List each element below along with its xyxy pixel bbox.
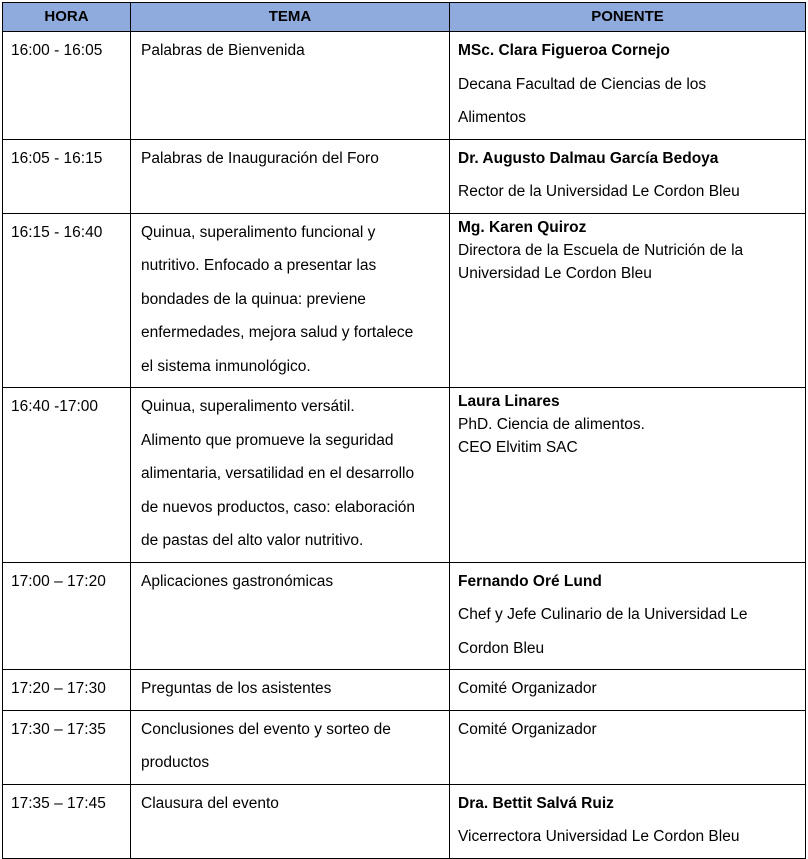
row-time: 16:40 -17:00	[11, 398, 99, 415]
row-topic-line: el sistema inmunológico.	[141, 357, 311, 375]
row-topic-line: Aplicaciones gastronómicas	[141, 572, 334, 590]
speaker-role-line: Decana Facultad de Ciencias de los	[458, 75, 707, 93]
row-topic-line: Palabras de Inauguración del Foro	[141, 149, 379, 167]
row-time: 17:00 – 17:20	[11, 572, 106, 590]
row-time: 17:30 – 17:35	[11, 720, 106, 738]
row-topic-line: de pastas del alto valor nutritivo.	[141, 532, 364, 549]
row-topic-line: alimentaria, versatilidad en el desarrollo	[141, 465, 415, 482]
row-topic-line: Quinua, superalimento versátil.	[141, 398, 355, 415]
row-topic-line: bondades de la quinua: previene	[141, 290, 366, 308]
table-row	[3, 388, 806, 563]
header-hora: HORA	[3, 3, 131, 32]
row-time: 16:00 - 16:05	[11, 42, 103, 59]
speaker-name: Dr. Augusto Dalmau García Bedoya	[458, 149, 719, 167]
row-topic-line: Preguntas de los asistentes	[141, 680, 332, 697]
speaker-name: MSc. Clara Figueroa Cornejo	[458, 42, 670, 59]
header-row	[3, 3, 806, 32]
speaker-name: Fernando Oré Lund	[458, 572, 602, 590]
header-ponente: PONENTE	[450, 3, 806, 32]
agenda-table	[2, 2, 806, 859]
speaker-role-line: PhD. Ciencia de alimentos.	[458, 416, 645, 433]
table-row	[3, 562, 806, 670]
row-time: 16:15 - 16:40	[11, 223, 103, 241]
speaker-role-line: Directora de la Escuela de Nutrición de la	[458, 241, 744, 259]
speaker-name: Laura Linares	[458, 393, 560, 410]
header-tema: TEMA	[131, 3, 450, 32]
row-topic-line: Conclusiones del evento y sorteo de	[141, 720, 391, 738]
row-topic-line: productos	[141, 754, 210, 771]
row-topic-line: enfermedades, mejora salud y fortalece	[141, 324, 414, 341]
speaker-role-line: Chef y Jefe Culinario de la Universidad Le	[458, 606, 748, 623]
table-row	[3, 139, 806, 213]
speaker-role-line: Comité Organizador	[458, 720, 597, 738]
table-row	[3, 784, 806, 858]
table-row	[3, 670, 806, 711]
row-time: 17:20 – 17:30	[11, 680, 106, 697]
speaker-role-line: CEO Elvitim SAC	[458, 439, 578, 456]
row-time: 16:05 - 16:15	[11, 149, 103, 167]
table-row	[3, 32, 806, 140]
row-topic-line: Quinua, superalimento funcional y	[141, 223, 376, 241]
row-topic-line: Palabras de Bienvenida	[141, 42, 305, 59]
speaker-role-line: Universidad Le Cordon Bleu	[458, 264, 652, 282]
row-time: 17:35 – 17:45	[11, 794, 106, 812]
speaker-role-line: Cordon Bleu	[458, 639, 545, 657]
row-topic-line: nutritivo. Enfocado a presentar las	[141, 257, 377, 274]
row-topic-line: Clausura del evento	[141, 794, 279, 812]
table-row	[3, 213, 806, 388]
row-topic-line: de nuevos productos, caso: elaboración	[141, 498, 416, 516]
speaker-role-line: Alimentos	[458, 109, 527, 126]
speaker-role-line: Vicerrectora Universidad Le Cordon Bleu	[458, 828, 740, 845]
speaker-name: Mg. Karen Quiroz	[458, 218, 587, 236]
row-topic-line: Alimento que promueve la seguridad	[141, 431, 394, 449]
speaker-role-line: Rector de la Universidad Le Cordon Bleu	[458, 183, 740, 200]
speaker-name: Dra. Bettit Salvá Ruiz	[458, 794, 614, 812]
table-row	[3, 710, 806, 784]
speaker-role-line: Comité Organizador	[458, 680, 597, 697]
